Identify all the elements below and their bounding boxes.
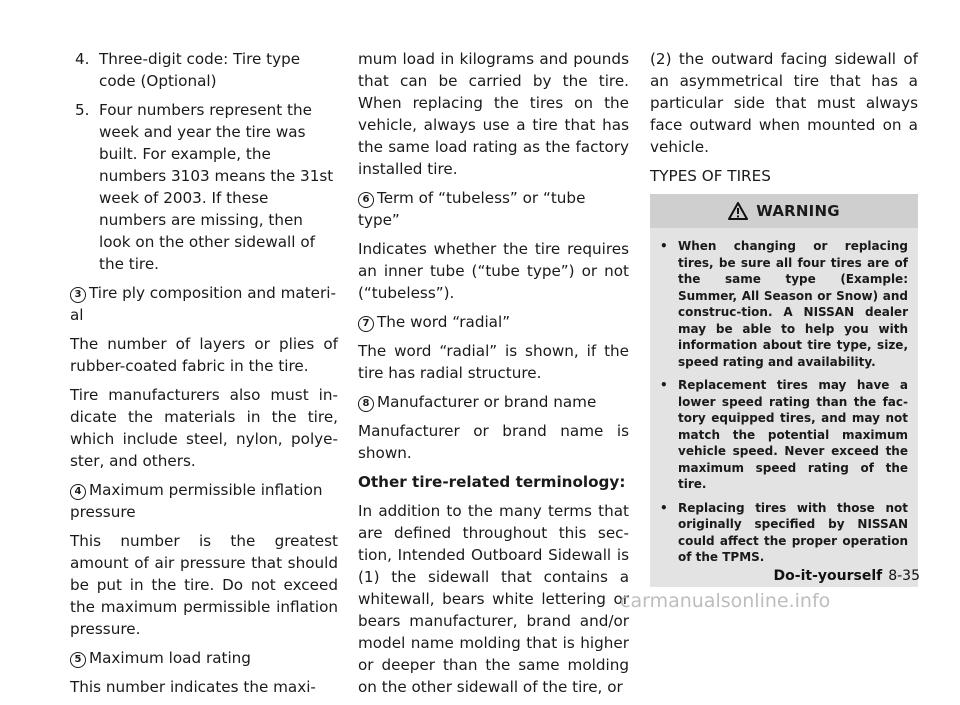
column-1 <box>70 48 338 705</box>
page-footer <box>720 568 920 584</box>
list-text: Four numbers represent the week and year the tire was built. For example, the numbers 3103 means the 31st week of 2003. If these numbers are missing, then look on the other sidewall of the tire. <box>99 101 334 273</box>
warning-item <box>660 238 908 370</box>
heading-ply-composition <box>70 282 338 326</box>
heading-manufacturer <box>358 391 629 413</box>
warning-item <box>660 377 908 493</box>
section-heading-types-of-tires: TYPES OF TIRES <box>650 167 771 185</box>
circled-number-7-icon: 7 <box>358 316 374 332</box>
list-item-5 <box>70 99 338 275</box>
warning-header <box>650 194 918 228</box>
bullet: • <box>660 500 668 515</box>
warning-text: Replacing tires with those not originally specified by NISSAN could affect the proper operation of the TPMS. <box>678 500 908 564</box>
heading-text: Manufacturer or brand name <box>377 393 597 411</box>
footer-section-name: Do-it-yourself <box>773 568 883 584</box>
list-number: 5. <box>75 101 90 119</box>
heading-text: Maximum permissible inflation pressure <box>70 481 323 521</box>
footer-page-number: 8-35 <box>888 568 920 584</box>
warning-triangle-icon <box>728 202 748 220</box>
circled-number-5-icon: 5 <box>70 652 86 668</box>
paragraph: In addition to the many terms that are defined throughout this sec-tion, Intended Outboard Sidewall is (1) the sidewall that contains a whitewall, bears white lettering or bears manufacturer, brand and/or model name molding that is higher or deeper than the same molding on the other sidewall of the tire, or <box>358 502 629 696</box>
heading-text: Tire ply composition and materi-al <box>70 284 336 324</box>
heading-text: Term of “tubeless” or “tube type” <box>358 189 586 229</box>
paragraph: Tire manufacturers also must in-dicate the materials in the tire, which include steel, nylon, polye-ster, and others. <box>70 386 338 470</box>
warning-box <box>650 194 918 587</box>
warning-text: When changing or replacing tires, be sure all four tires are of the same type (Example: Summer, All Season or Snow) and construc-tion. A NISSAN dealer may be able to help you with information about tire type, size, speed rating and availability. <box>678 239 908 369</box>
watermark: carmanualsonline.info <box>620 590 831 612</box>
bullet: • <box>660 239 668 253</box>
paragraph: This number indicates the maxi- <box>70 678 316 696</box>
paragraph: Manufacturer or brand name is shown. <box>358 422 629 462</box>
heading-max-load <box>70 647 338 669</box>
paragraph: This number is the greatest amount of air pressure that should be put in the tire. Do not exceed the maximum permissible inflation pressure. <box>70 532 338 638</box>
circled-number-6-icon: 6 <box>358 192 374 208</box>
warning-list <box>650 228 918 566</box>
heading-max-inflation <box>70 479 338 523</box>
warning-title: WARNING <box>756 202 840 220</box>
heading-text: The word “radial” <box>377 313 511 331</box>
paragraph: mum load in kilograms and pounds that can be carried by the tire. When replacing the tires on the vehicle, always use a tire that has the same load rating as the factory installed tire. <box>358 50 629 178</box>
paragraph: Indicates whether the tire requires an inner tube (“tube type”) or not (“tubeless”). <box>358 240 629 302</box>
column-3 <box>650 48 918 587</box>
subheading-other-terminology: Other tire-related terminology: <box>358 473 626 491</box>
paragraph: The number of layers or plies of rubber-coated fabric in the tire. <box>70 335 338 375</box>
list-item-4 <box>70 48 338 92</box>
heading-tubeless <box>358 187 629 231</box>
heading-radial <box>358 311 629 333</box>
column-2 <box>358 48 629 705</box>
list-text: Three-digit code: Tire type code (Optional) <box>99 50 301 90</box>
heading-text: Maximum load rating <box>89 649 251 667</box>
bullet: • <box>660 378 668 392</box>
circled-number-8-icon: 8 <box>358 396 374 412</box>
warning-item <box>660 500 908 566</box>
list-number: 4. <box>75 50 90 68</box>
circled-number-4-icon: 4 <box>70 484 86 500</box>
paragraph: (2) the outward facing sidewall of an asymmetrical tire that has a particular side that must always face outward when mounted on a vehicle. <box>650 50 918 156</box>
circled-number-3-icon: 3 <box>70 287 86 303</box>
paragraph: The word “radial” is shown, if the tire has radial structure. <box>358 342 629 382</box>
warning-text: Replacement tires may have a lower speed rating than the fac-tory equipped tires, and may not match the potential maximum vehicle speed. Never exceed the maximum speed rating of the tire. <box>678 378 908 491</box>
